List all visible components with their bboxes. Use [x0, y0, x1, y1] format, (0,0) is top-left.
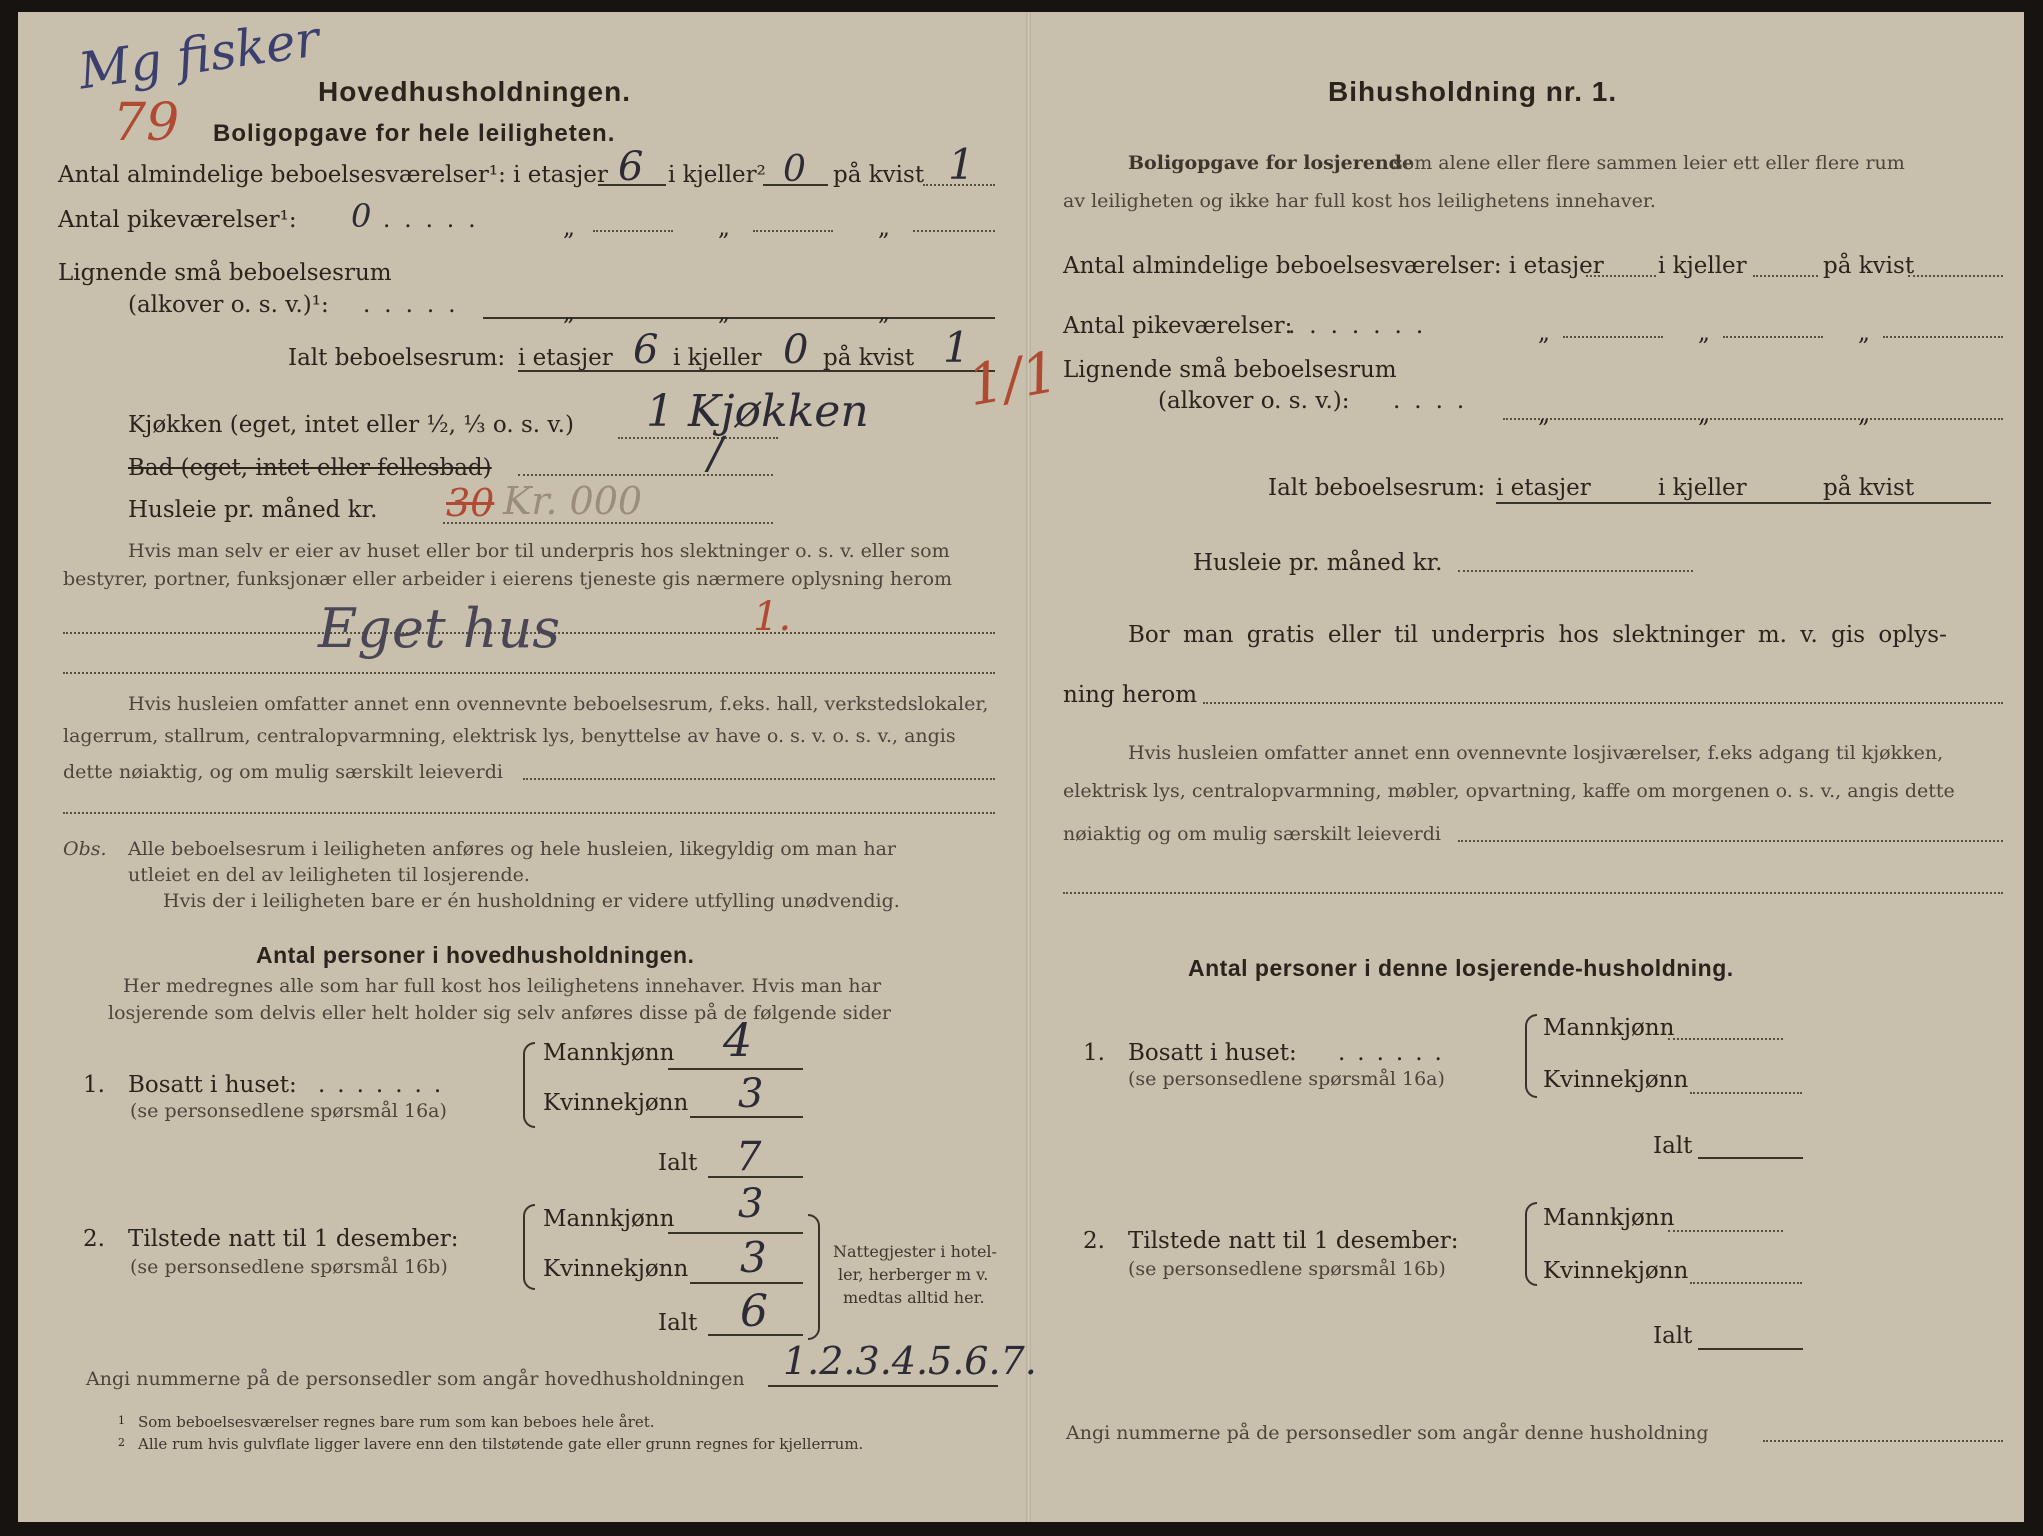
ditto-mark: „	[1698, 320, 1710, 346]
q2-ialt-value: 6	[740, 1286, 768, 1337]
label-kjeller: i kjeller²	[668, 162, 766, 188]
footnote-1: Som beboelsesværelser regnes bare rum som kan beboes hele året.	[138, 1413, 655, 1431]
obs-label: Obs.	[63, 838, 107, 860]
ditto-mark: „	[1698, 402, 1710, 428]
q2-kvinne-field[interactable]	[690, 1282, 803, 1284]
right-title: Bihusholdning nr. 1.	[1328, 76, 1618, 107]
value-kvist: 1	[948, 140, 975, 189]
angi-field[interactable]	[768, 1385, 998, 1387]
angi-value: 1.2.3.4.5.6.7.	[783, 1339, 1037, 1383]
field-husleie[interactable]	[443, 522, 773, 524]
ditto-mark: „	[1538, 320, 1550, 346]
right-label-pike: Antal pikeværelser:	[1063, 313, 1293, 339]
value-eier: Eget hus	[318, 597, 561, 660]
right-label-ialt-etasjer: i etasjer	[1496, 475, 1591, 501]
label-kvist: på kvist	[833, 162, 925, 188]
field-ialt[interactable]	[518, 370, 995, 372]
ditto-mark: „	[878, 300, 890, 326]
right-field-gratis[interactable]	[1203, 702, 2003, 704]
nattegjester-text-1: Nattegjester i hotel-	[833, 1242, 997, 1261]
footnote-2: Alle rum hvis gulvflate ligger lavere enn den tilstøtende gate eller grunn regnes for kjellerrum.	[138, 1435, 864, 1453]
label-alm-rooms: Antal almindelige beboelsesværelser¹: i etasjer	[58, 162, 608, 188]
right-q2-kvinne-label: Kvinnekjønn	[1543, 1258, 1689, 1284]
right-q1-kvinne-field[interactable]	[1690, 1092, 1802, 1094]
value-eier-num: 1.	[753, 594, 792, 640]
ditto-mark: „	[563, 300, 575, 326]
text-omfatter-2: lagerrum, stallrum, centralopvarmning, elektrisk lys, benyttelse av have o. s. v. o. s. v., angis	[63, 725, 956, 747]
label-bad: Bad (eget, intet eller fellesbad)	[128, 455, 492, 481]
q1-ialt-value: 7	[736, 1134, 762, 1180]
right-field-husleie[interactable]	[1458, 570, 1693, 572]
right-label-alm: Antal almindelige beboelsesværelser: i etasjer	[1063, 253, 1604, 279]
value-husleie-struck: 30	[446, 481, 495, 525]
persons-text-2: losjerende som delvis eller helt holder sig selv anføres disse på de følgende sider	[108, 1002, 891, 1024]
q1-mann-value: 4	[723, 1013, 753, 1067]
label-ialt-kjeller: i kjeller	[673, 345, 762, 371]
nattegjester-text-3: medtas alltid her.	[843, 1288, 985, 1307]
q2-mann-field[interactable]	[668, 1232, 803, 1234]
q1-brace	[523, 1042, 535, 1128]
q2-label: Tilstede natt til 1 desember:	[128, 1226, 459, 1252]
right-text-omfatter-1: Hvis husleien omfatter annet enn ovennevnte losjiværelser, f.eks adgang til kjøkken,	[1128, 742, 1944, 764]
ditto-mark: „	[878, 215, 890, 241]
q2-note: (se personsedlene spørsmål 16b)	[130, 1256, 448, 1278]
right-text-gratis-2: ning herom	[1063, 682, 1198, 708]
right-persons-heading: Antal personer i denne losjerende-husholdning.	[1188, 955, 1734, 981]
obs-text-1: Alle beboelsesrum i leiligheten anføres og hele husleien, likegyldig om man har	[128, 838, 896, 860]
text-omfatter-3: dette nøiaktig, og om mulig særskilt leieverdi	[63, 761, 503, 783]
value-ialt-etasjer: 6	[633, 327, 659, 373]
persons-text-1: Her medregnes alle som har full kost hos leilighetens innehaver. Hvis man har	[123, 975, 882, 997]
right-field-lignende[interactable]	[1503, 418, 2003, 420]
right-intro-1: som alene eller flere sammen leier ett eller flere rum	[1393, 152, 1905, 174]
right-field-pike-kvist[interactable]	[1883, 336, 2003, 338]
right-text-gratis-1: Bor man gratis eller til underpris hos slektninger m. v. gis oplys-	[1128, 622, 1947, 648]
value-bad: /	[708, 428, 723, 479]
right-intro-2: av leiligheten og ikke har full kost hos leilighetens innehaver.	[1063, 190, 1656, 212]
right-angi-label: Angi nummerne på de personsedler som angår denne husholdning	[1066, 1422, 1709, 1444]
field-kjokken[interactable]	[618, 437, 778, 439]
right-field-omfatter-2[interactable]	[1063, 892, 2003, 894]
ditto-mark: „	[718, 300, 730, 326]
ditto-mark: „	[563, 215, 575, 241]
right-intro-bold: Boligopgave for losjerende	[1128, 152, 1415, 174]
right-q2-number: 2.	[1083, 1228, 1105, 1254]
right-label-lignende: Lignende små beboelsesrum	[1063, 357, 1397, 383]
ditto-mark: „	[1538, 402, 1550, 428]
right-field-etasjer[interactable]	[1586, 275, 1656, 277]
right-q2-ialt-field[interactable]	[1698, 1348, 1803, 1350]
right-field-omfatter-1[interactable]	[1458, 840, 2003, 842]
text-eier-2: bestyrer, portner, funksjonær eller arbeider i eierens tjeneste gis nærmere oplysning herom	[63, 568, 953, 590]
right-label-kjeller: i kjeller	[1658, 253, 1747, 279]
q2-kvinne-value: 3	[740, 1233, 767, 1282]
handwritten-occupation: Mg fisker	[75, 9, 323, 101]
label-ialt-rooms: Ialt beboelsesrum:	[288, 345, 506, 371]
q2-kvinne-label: Kvinnekjønn	[543, 1256, 689, 1282]
right-label-ialt-kjeller: i kjeller	[1658, 475, 1747, 501]
right-q1-label: Bosatt i huset:	[1128, 1040, 1297, 1066]
q1-note: (se personsedlene spørsmål 16a)	[130, 1100, 447, 1122]
label-kjokken: Kjøkken (eget, intet eller ½, ⅓ o. s. v.)	[128, 412, 574, 438]
right-field-kvist[interactable]	[1908, 275, 2003, 277]
value-ialt-kvist: 1	[943, 323, 970, 372]
q1-mann-label: Mannkjønn	[543, 1040, 675, 1066]
footnote-mark-2: 2	[118, 1436, 125, 1449]
label-alkover: (alkover o. s. v.)¹:	[128, 292, 329, 318]
obs-text-2: utleiet en del av leiligheten til losjerende.	[128, 864, 530, 886]
right-q1-mann-label: Mannkjønn	[1543, 1015, 1675, 1041]
right-label-husleie: Husleie pr. måned kr.	[1193, 550, 1443, 576]
right-q1-note: (se personsedlene spørsmål 16a)	[1128, 1068, 1445, 1090]
field-pike-etasjer[interactable]	[593, 230, 673, 232]
text-eier-1: Hvis man selv er eier av huset eller bor til underpris hos slektninger o. s. v. eller som	[128, 540, 950, 562]
value-husleie: Kr. 000	[503, 479, 643, 523]
value-pike: 0	[351, 197, 372, 235]
field-pike-kvist[interactable]	[913, 230, 995, 232]
ditto-mark: „	[1858, 402, 1870, 428]
obs-text-3: Hvis der i leiligheten bare er én husholdning er videre utfylling unødvendig.	[163, 890, 900, 912]
right-label-alkover: (alkover o. s. v.):	[1158, 388, 1350, 414]
label-pike: Antal pikeværelser¹:	[58, 207, 297, 233]
ditto-mark: „	[1858, 320, 1870, 346]
right-text-omfatter-2: elektrisk lys, centralopvarmning, møbler, opvartning, kaffe om morgenen o. s. v., angis dette	[1063, 780, 1955, 802]
right-label-kvist: på kvist	[1823, 253, 1915, 279]
right-field-ialt[interactable]	[1496, 502, 1991, 504]
right-q1-number: 1.	[1083, 1040, 1105, 1066]
right-text-omfatter-3: nøiaktig og om mulig særskilt leieverdi	[1063, 823, 1441, 845]
right-q2-note: (se personsedlene spørsmål 16b)	[1128, 1258, 1446, 1280]
right-label-ialt: Ialt beboelsesrum:	[1268, 475, 1486, 501]
right-q2-brace	[1525, 1202, 1537, 1286]
q2-number: 2.	[83, 1226, 105, 1252]
q1-number: 1.	[83, 1072, 105, 1098]
nattegjester-brace	[808, 1214, 820, 1340]
value-etasjer: 6	[618, 144, 644, 190]
q1-mann-field[interactable]	[668, 1068, 803, 1070]
right-field-pike-kjeller[interactable]	[1723, 336, 1823, 338]
census-form-sheet: Mg fisker 79 Hovedhusholdningen. Boligopgave for hele leiligheten. Antal almindelige beboelsesværelser¹: i etasjer 6 i kjeller² 0 på kvist 1 Antal pikeværelser¹: 0 ..... „ „ „ Lignende små beboelsesrum (alkover o. s. v.)¹: ..... „ „ „ Ialt beboelsesrum: i etasjer 6 i kjeller 0 på kvist 1 1/1 Kjøkken (eget, intet eller ½, ⅓ o. s. v.) 1 Kjøkken Bad (eget, intet eller fellesbad) / Husleie pr. måned kr. 30 Kr. 000 Hvis man selv er eier av huset eller bor til underpris hos slektninger o. s. v. eller som bestyrer, portner, funksjonær eller arbeider i eierens tjeneste gis nærmere oplysning herom Eget hus 1. Hvis husleien omfatter annet enn ovennevnte beboelsesrum, f.eks. hall, verkstedslokaler, lagerrum, stallrum, centralopvarmning, elektrisk lys, benyttelse av have o. s. v. o. s. v., angis dette nøiaktig, og om mulig særskilt leieverdi Obs. Alle beboelsesrum i leiligheten anføres og hele husleien, likegyldig om man har utleiet en del av leiligheten til losjerende. Hvis der i leiligheten bare er én husholdning er videre utfylling unødvendig. Antal personer i hovedhusholdningen. Her medregnes alle som har full kost hos leilighetens innehaver. Hvis man har losjerende som delvis eller helt holder sig selv anføres disse på de følgende sider 1. Bosatt i huset: ....... (se personsedlene spørsmål 16a) Mannkjønn 4 Kvinnekjønn 3 Ialt 7 2. Tilstede natt til 1 desember: (se personsedlene spørsmål 16b) Mannkjønn 3 Kvinnekjønn 3 Ialt 6 Nattegjester i hotel- ler, herberger m v. medtas alltid her. Angi nummerne på de personsedler som angår hovedhusholdningen 1.2.3.4.5.6.7. 1 Som beboelsesværelser regnes bare rum som kan beboes hele året. 2 Alle rum hvis gulvflate ligger lavere enn den tilstøtende gate eller grunn regnes for kjellerrum. Bihusholdning nr. 1. Boligopgave for losjerende som alene eller flere sammen leier ett eller flere rum av leiligheten og ikke har full kost hos leilighetens innehaver. Antal almindelige beboelsesværelser: i etasjer i kjeller på kvist Antal pikeværelser: ....... „ „ „ Lignende små beboelsesrum (alkover o. s. v.): .... „ „ „ Ialt beboelsesrum: i etasjer i kjeller på kvist Husleie pr. måned kr. Bor man gratis eller til underpris hos slektninger m. v. gis oplys- ning herom Hvis husleien omfatter annet enn ovennevnte losjiværelser, f.eks adgang til kjøkken, elektrisk lys, centralopvarmning, møbler, opvartning, kaffe om morgenen o. s. v., angis dette nøiaktig og om mulig særskilt leieverdi Antal personer i denne losjerende-husholdning. 1. Bosatt i huset: ...... (se personsedlene spørsmål 16a) Mannkjønn Kvinnekjønn Ialt 2. Tilstede natt til 1 desember: (se personsedlene spørsmål 16b) Mannkjønn Kvinnekjønn Ialt Angi nummerne på de personsedler som angår denne husholdning	[18, 12, 2024, 1522]
q1-label: Bosatt i huset:	[128, 1072, 297, 1098]
right-q2-kvinne-field[interactable]	[1690, 1282, 1802, 1284]
footnote-mark-1: 1	[118, 1414, 125, 1427]
label-husleie: Husleie pr. måned kr.	[128, 497, 378, 523]
q1-ialt-label: Ialt	[658, 1150, 698, 1176]
field-pike-kjeller[interactable]	[753, 230, 833, 232]
q1-kvinne-value: 3	[738, 1071, 764, 1117]
value-ialt-kjeller: 0	[783, 327, 809, 373]
page-subtitle: Boligopgave for hele leiligheten.	[213, 120, 616, 147]
right-field-pike-etasjer[interactable]	[1563, 336, 1663, 338]
nattegjester-text-2: ler, herberger m v.	[838, 1265, 989, 1284]
handwritten-number: 79	[113, 93, 180, 153]
text-omfatter-1: Hvis husleien omfatter annet enn ovennevnte beboelsesrum, f.eks. hall, verkstedslokaler,	[128, 693, 989, 715]
field-omfatter-2[interactable]	[63, 812, 995, 814]
right-q1-brace	[1525, 1014, 1537, 1098]
label-ialt-etasjer: i etasjer	[518, 345, 613, 371]
field-bad[interactable]	[518, 474, 773, 476]
persons-heading: Antal personer i hovedhusholdningen.	[256, 942, 695, 968]
q2-mann-value: 3	[738, 1181, 764, 1227]
label-lignende: Lignende små beboelsesrum	[58, 260, 392, 286]
value-kjeller: 0	[783, 149, 806, 190]
right-q2-mann-field[interactable]	[1668, 1230, 1783, 1232]
right-q1-mann-field[interactable]	[1668, 1038, 1783, 1040]
field-lignende[interactable]	[483, 317, 995, 319]
right-angi-field[interactable]	[1763, 1440, 2003, 1442]
right-q2-ialt-label: Ialt	[1653, 1323, 1693, 1349]
right-field-kjeller[interactable]	[1753, 275, 1818, 277]
right-q2-label: Tilstede natt til 1 desember:	[1128, 1228, 1459, 1254]
angi-label: Angi nummerne på de personsedler som angår hovedhusholdningen	[86, 1368, 745, 1390]
label-ialt-kvist: på kvist	[823, 345, 915, 371]
page-fold	[1026, 12, 1031, 1522]
value-kjokken: 1 Kjøkken	[646, 386, 869, 437]
right-q2-mann-label: Mannkjønn	[1543, 1205, 1675, 1231]
q2-mann-label: Mannkjønn	[543, 1206, 675, 1232]
field-eier-2[interactable]	[63, 672, 995, 674]
right-q1-ialt-label: Ialt	[1653, 1133, 1693, 1159]
right-q1-kvinne-label: Kvinnekjønn	[1543, 1067, 1689, 1093]
right-label-ialt-kvist: på kvist	[1823, 475, 1915, 501]
q1-kvinne-label: Kvinnekjønn	[543, 1090, 689, 1116]
right-q1-ialt-field[interactable]	[1698, 1157, 1803, 1159]
page-title: Hovedhusholdningen.	[318, 76, 631, 107]
q2-ialt-label: Ialt	[658, 1310, 698, 1336]
field-omfatter-1[interactable]	[523, 778, 995, 780]
margin-tally: 1/1	[962, 339, 1063, 420]
ditto-mark: „	[718, 215, 730, 241]
q2-brace	[523, 1204, 535, 1290]
